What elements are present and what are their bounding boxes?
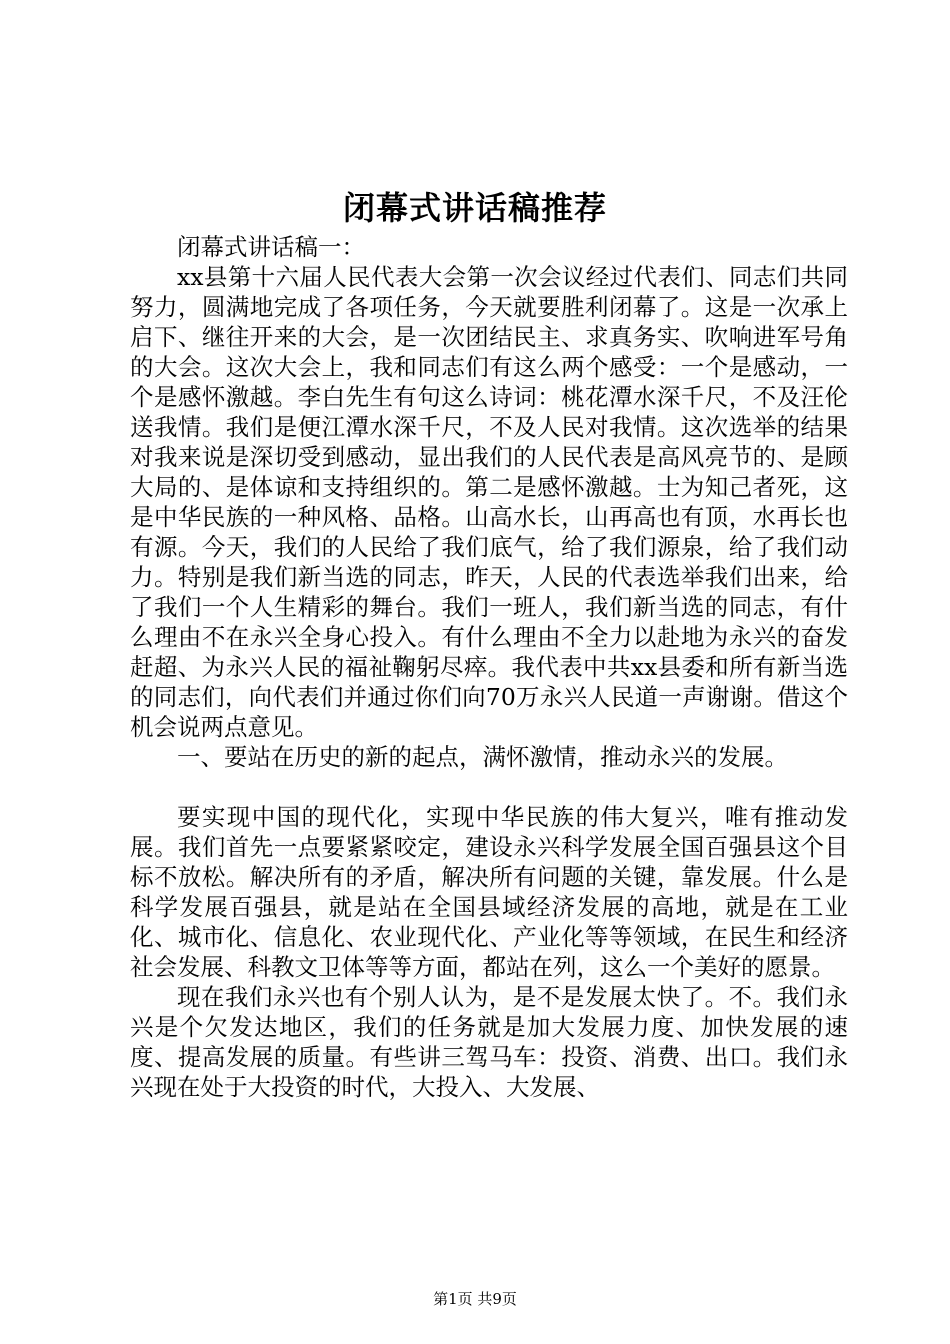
paragraph-3: 现在我们永兴也有个别人认为，是不是发展太快了。不。我们永兴是个欠发达地区，我们的任务就是加大发展力度、加快发展的速度、提高发展的质量。有些讲三驾马车：投资、消费、出口。我们永兴现在处于大投资的时代，大投入、大发展、 — [130, 983, 848, 1101]
document-title: 闭幕式讲话稿推荐 — [342, 189, 607, 227]
page-footer: 第1页 共9页 — [433, 1290, 517, 1308]
paragraph-1: xx县第十六届人民代表大会第一次会议经过代表们、同志们共同努力，圆满地完成了各项任务，今天就要胜利闭幕了。这是一次承上启下、继往开来的大会，是一次团结民主、求真务实、吹响进军号角的大会。这次大会上，我和同志们有这么两个感受：一个是感动，一个是感怀激越。李白先生有句这么诗词：桃花潭水深千尺，不及汪伦送我情。我们是便江潭水深千尺，不及人民对我情。这次选举的结果对我来说是深切受到感动，显出我们的人民代表是高风亮节的、是顾大局的、是体谅和支持组织的。第二是感怀激越。士为知己者死，这是中华民族的一种风格、品格。山高水长，山再高也有顶，水再长也有源。今天，我们的人民给了我们底气，给了我们源泉，给了我们动力。特别是我们新当选的同志，昨天，人民的代表选举我们出来，给了我们一个人生精彩的舞台。我们一班人，我们新当选的同志，有什么理由不在永兴全身心投入。有什么理由不全力以赴地为永兴的奋发赶超、为永兴人民的福祉鞠躬尽瘁。我代表中共xx县委和所有新当选的同志们，向代表们并通过你们向70万永兴人民道一声谢谢。借这个机会说两点意见。 — [130, 263, 848, 741]
document-body — [130, 232, 848, 1102]
section-heading-1: 一、要站在历史的新的起点，满怀激情，推动永兴的发展。 — [177, 743, 788, 771]
paragraph-2: 要实现中国的现代化，实现中华民族的伟大复兴，唯有推动发展。我们首先一点要紧紧咬定，建设永兴科学发展全国百强县这个目标不放松。解决所有的矛盾，解决所有问题的关键，靠发展。什么是科学发展百强县，就是站在全国县域经济发展的高地，就是在工业化、城市化、信息化、农业现代化、产业化等等领域，在民生和经济社会发展、科教文卫体等等方面，都站在列，这么一个美好的愿景。 — [130, 803, 848, 981]
paragraph-subtitle: 闭幕式讲话稿一： — [177, 233, 365, 261]
